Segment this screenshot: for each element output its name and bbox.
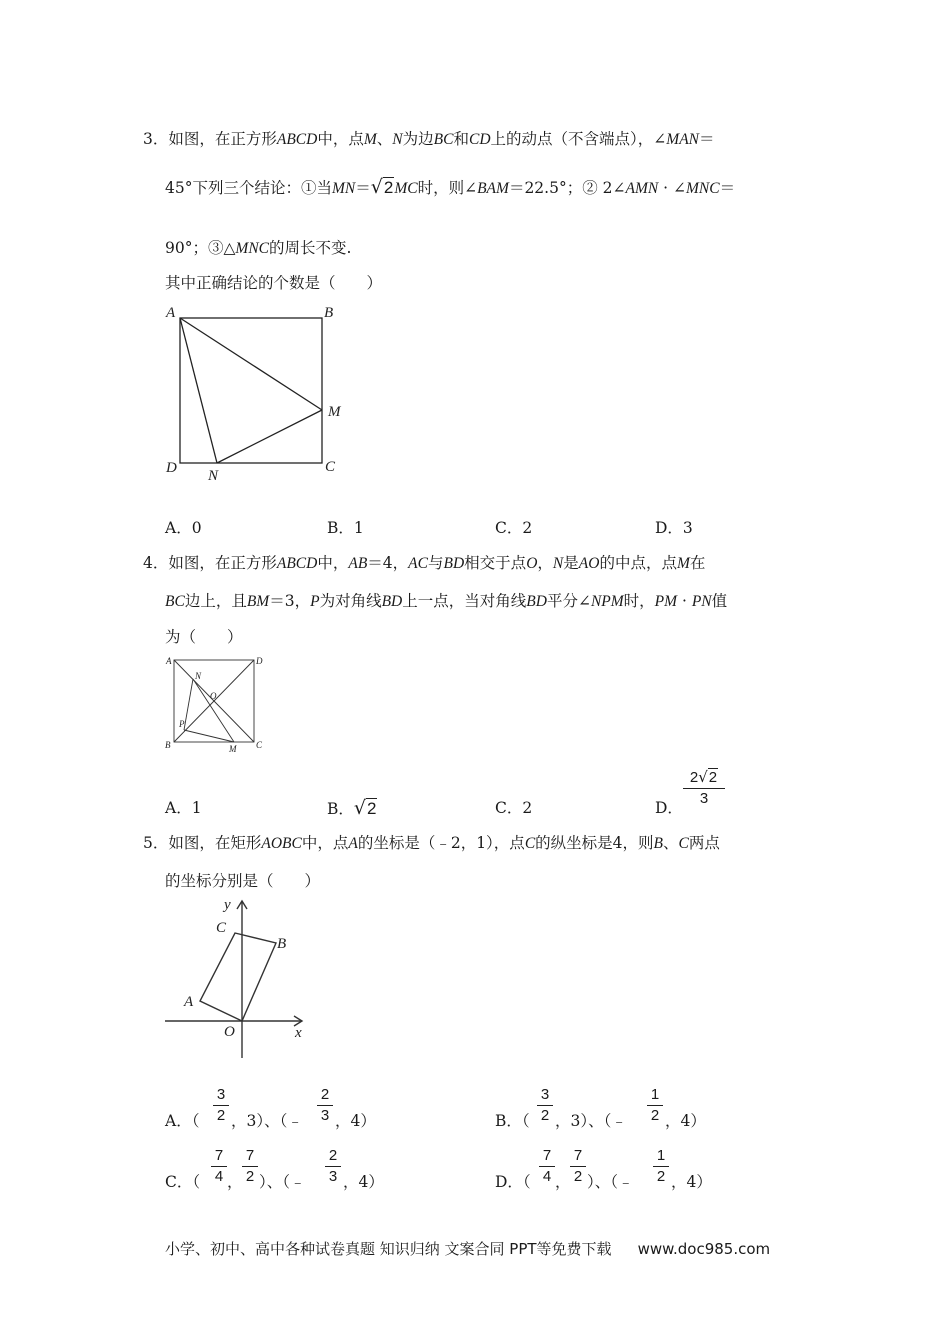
q3-option-b[interactable]: B．1 xyxy=(327,519,364,537)
q4-line-2: BC边上，且BM＝3，P为对角线BD上一点，当对角线BD平分∠NPM时，PM · PN值 xyxy=(165,592,728,610)
q4-option-a[interactable]: A．1 xyxy=(165,799,202,817)
q4-line-nm xyxy=(193,679,234,742)
q3-option-c[interactable]: C．2 xyxy=(495,519,533,537)
q5-label-a: A xyxy=(184,994,194,1010)
q5-option-a[interactable]: A．（ 3 2 ，3）、（﹣ 2 3 ，4） xyxy=(165,1086,376,1130)
fraction: 3 2 xyxy=(213,1086,229,1125)
q4-label-m: M xyxy=(229,744,237,754)
q5-label-b: B xyxy=(277,936,287,952)
fraction: 1 2 xyxy=(653,1147,669,1186)
q5-figure xyxy=(160,893,320,1063)
q4-line-1: 4．如图，在正方形ABCD中，AB＝4，AC与BD相交于点O，N是AO的中点，点M在 xyxy=(143,554,706,572)
footer-url-link[interactable]: www.doc985.com xyxy=(637,1240,771,1258)
q4-line-3: 为（ ） xyxy=(165,628,243,646)
q4-option-d[interactable]: D． xyxy=(655,799,683,817)
q4-label-o: O xyxy=(210,691,217,701)
q5-option-b[interactable]: B．（ 3 2 ，3）、（﹣ 1 2 ，4） xyxy=(495,1086,706,1130)
q5-option-c[interactable]: C．（ 7 4 ， 7 2 ）、（﹣ 2 3 ，4） xyxy=(165,1147,384,1191)
q4-option-b[interactable]: B．√2 xyxy=(327,797,377,819)
q4-label-c: C xyxy=(256,740,263,750)
q5-label-x: x xyxy=(295,1025,302,1041)
q3-line-2: 45°下列三个结论：①当MN＝√2MC时，则∠BAM＝22.5°；② 2∠AMN · ∠MNC＝ xyxy=(165,176,736,198)
q3-label-c: C xyxy=(325,459,336,475)
q3-line-3: 90°；③△MNC的周长不变. xyxy=(165,239,352,257)
sqrt-symbol: √2 xyxy=(370,176,394,198)
q4-option-d-fraction: 2√2 3 xyxy=(683,768,725,808)
q3-line-4: 其中正确结论的个数是（ ） xyxy=(165,274,383,292)
fraction: 2 3 xyxy=(325,1147,341,1186)
q4-label-p: P xyxy=(179,719,185,729)
q3-label-n: N xyxy=(208,468,219,484)
q4-line-pn xyxy=(184,679,193,730)
fraction: 1 2 xyxy=(647,1086,663,1125)
q3-option-d[interactable]: D．3 xyxy=(655,519,693,537)
sqrt-symbol: √2 xyxy=(353,797,377,819)
footer-text: 小学、初中、高中各种试卷真题 知识归纳 文案合同 PPT等免费下载 xyxy=(165,1240,612,1258)
fraction: 7 4 xyxy=(211,1147,227,1186)
fraction: 3 2 xyxy=(537,1086,553,1125)
q3-square xyxy=(180,318,322,463)
q3-label-m: M xyxy=(328,404,341,420)
q3-line-am xyxy=(180,318,322,410)
q5-rectangle xyxy=(200,933,276,1021)
q5-line-1: 5．如图，在矩形AOBC中，点A的坐标是（﹣2，1），点C的纵坐标是4，则B、C两点 xyxy=(143,834,720,852)
q3-line-1: 3．如图，在正方形ABCD中，点M、N为边BC和CD上的动点（不含端点），∠MAN＝ xyxy=(143,130,715,148)
q5-label-y: y xyxy=(224,897,231,913)
q3-label-d: D xyxy=(166,460,177,476)
q3-figure xyxy=(160,300,360,490)
fraction: 7 2 xyxy=(570,1147,586,1186)
q5-label-c: C xyxy=(216,920,227,936)
fraction: 7 4 xyxy=(539,1147,555,1186)
q5-line-2: 的坐标分别是（ ） xyxy=(165,872,321,890)
q3-label-b: B xyxy=(324,305,334,321)
q4-label-b: B xyxy=(165,740,171,750)
q4-figure xyxy=(160,652,275,757)
q4-label-n: N xyxy=(195,671,202,681)
q3-option-a[interactable]: A．0 xyxy=(165,519,202,537)
q4-label-d: D xyxy=(256,656,263,666)
q3-line-an xyxy=(180,318,217,463)
q4-line-pm xyxy=(184,730,234,742)
q5-option-d[interactable]: D．（ 7 4 ， 7 2 ）、（﹣ 1 2 ，4） xyxy=(495,1147,712,1191)
q5-label-o: O xyxy=(224,1024,235,1040)
fraction: 7 2 xyxy=(242,1147,258,1186)
fraction: 2 3 xyxy=(317,1086,333,1125)
q4-option-c[interactable]: C．2 xyxy=(495,799,533,817)
q3-label-a: A xyxy=(166,305,176,321)
page-footer xyxy=(165,1238,770,1259)
q4-label-a: A xyxy=(166,656,172,666)
q3-line-mn xyxy=(217,410,322,463)
